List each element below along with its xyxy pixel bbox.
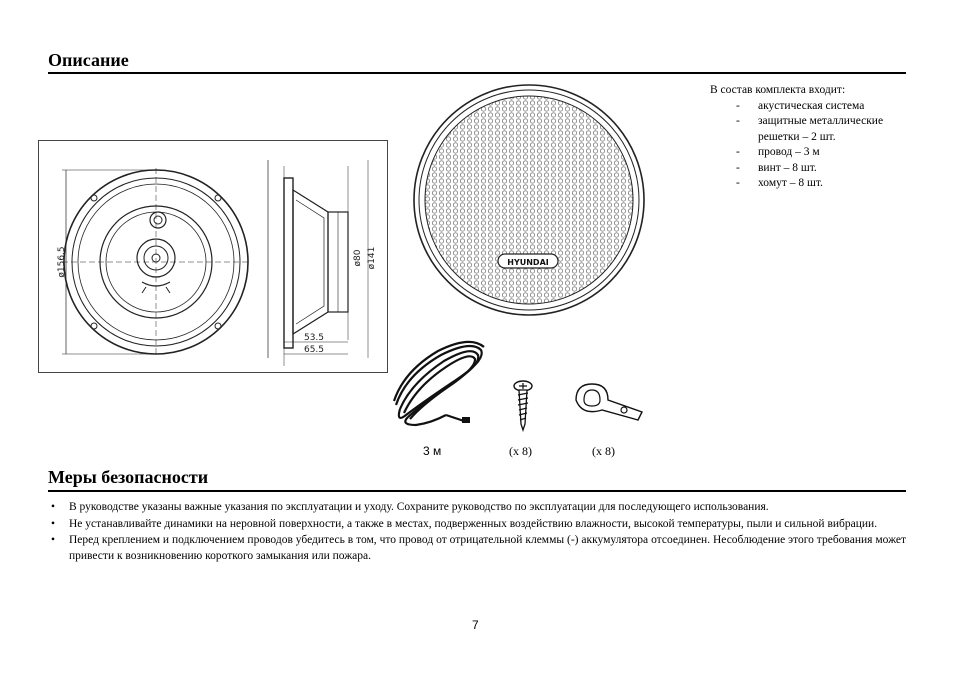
section-title-safety: Меры безопасности <box>48 467 209 487</box>
bullet-icon: • <box>51 534 56 546</box>
package-item: - акустическая система <box>736 99 865 112</box>
dim-outer-diameter: ø156.5 <box>57 246 67 278</box>
clamp-illustration <box>572 380 650 422</box>
safety-item: • В руководстве указаны важные указания по эксплуатации и уходу. Сохраните руководство по эксплуатации для последующего использования. <box>48 500 906 516</box>
speaker-technical-drawing <box>38 140 388 374</box>
dim-inner-diameter-1: ø80 <box>353 249 363 267</box>
screw-illustration <box>510 380 536 432</box>
package-item: - защитные металлические решетки – 2 шт. <box>736 115 884 143</box>
section-divider <box>48 490 906 492</box>
safety-item: • Перед креплением и подключением проводов убедитесь в том, что провод от отрицательной клеммы (-) аккумулятора отсоединен. Несоблюдение этого требования может привести к возникновению короткого замыкания или пожара. <box>51 534 906 562</box>
package-contents-intro: В состав комплекта входит: <box>710 84 846 96</box>
protective-grille-illustration <box>410 82 648 318</box>
clamp-caption: (x 8) <box>592 444 615 458</box>
page-number: 7 <box>472 618 479 632</box>
brand-logo: HYUNDAI <box>507 258 549 267</box>
package-item: - хомут – 8 шт. <box>736 177 823 189</box>
wire-caption: 3 м <box>423 444 442 458</box>
section-divider <box>48 72 906 74</box>
wire-coil-illustration <box>386 335 496 430</box>
package-item: - провод – 3 м <box>736 146 820 158</box>
safety-list <box>48 500 906 565</box>
package-contents <box>710 83 910 192</box>
speaker-front-view <box>62 168 250 356</box>
section-title-description: Описание <box>48 50 129 70</box>
bullet-icon: • <box>51 501 56 513</box>
screw-caption: (x 8) <box>509 444 532 458</box>
dim-depth-1: 53.5 <box>303 333 325 343</box>
dim-inner-diameter-2: ø141 <box>367 246 377 270</box>
safety-item: • Не устанавливайте динамики на неровной поверхности, а также в местах, подверженных воздействию влажности, высокой температуры, пыли и сильной вибрации. <box>48 517 906 533</box>
bullet-icon: • <box>51 517 56 530</box>
package-item: - винт – 8 шт. <box>736 161 817 174</box>
dim-depth-2: 65.5 <box>303 345 325 355</box>
